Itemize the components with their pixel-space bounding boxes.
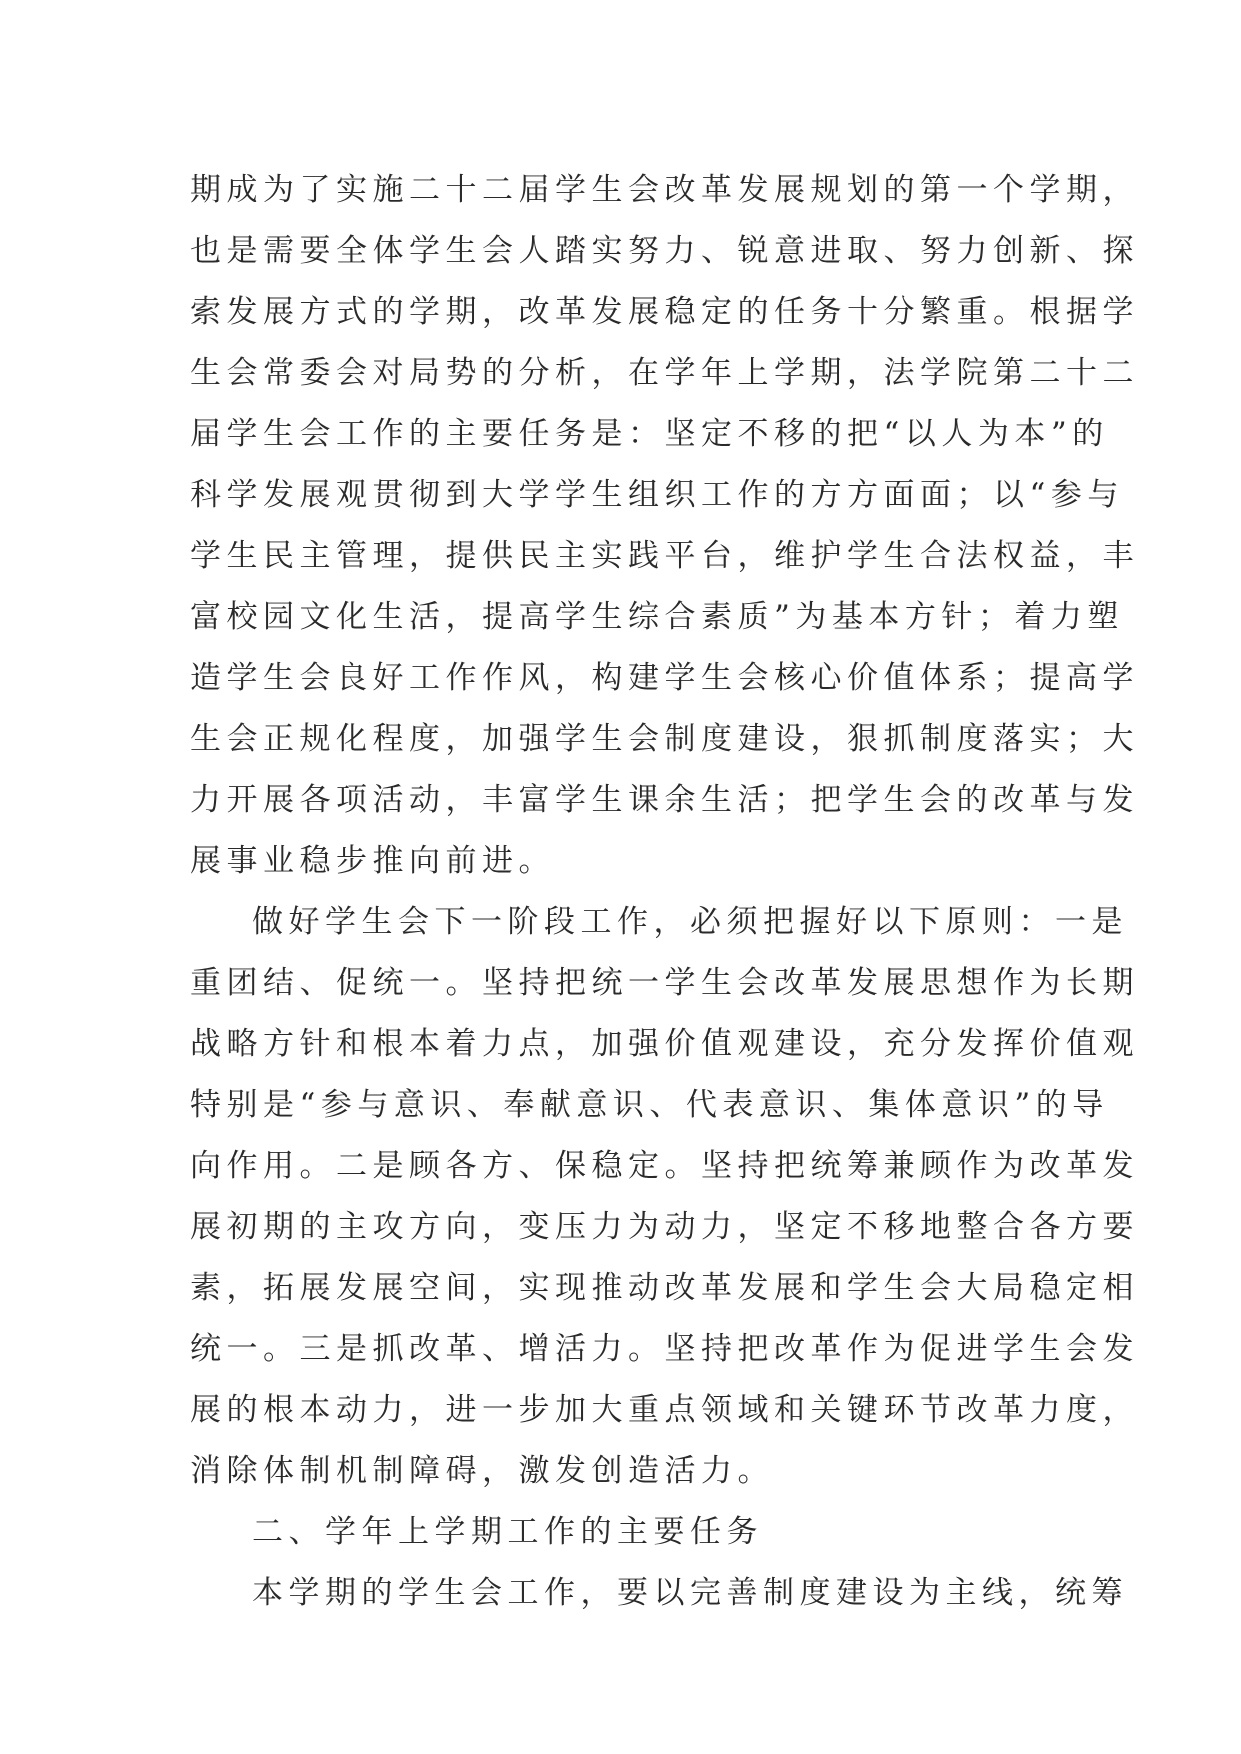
text-line: 学生民主管理，提供民主实践平台，维护学生合法权益，丰 (190, 538, 1139, 574)
text-line: 造学生会良好工作作风，构建学生会核心价值体系；提高学 (190, 660, 1139, 696)
paragraph-principles (190, 892, 1139, 1502)
paragraph-continuation (190, 160, 1139, 892)
text-line: 做好学生会下一阶段工作，必须把握好以下原则：一是 (252, 904, 1128, 940)
text-line: 生会常委会对局势的分析，在学年上学期，法学院第二十二 (190, 355, 1139, 391)
text-line: 特别是“参与意识、奉献意识、代表意识、集体意识”的导 (190, 1087, 1109, 1123)
document-body (190, 160, 1139, 1624)
text-line: 消除体制机制障碍，激发创造活力。 (190, 1453, 774, 1489)
text-line: 索发展方式的学期，改革发展稳定的任务十分繁重。根据学 (190, 294, 1139, 330)
text-line: 向作用。二是顾各方、保稳定。坚持把统筹兼顾作为改革发 (190, 1148, 1139, 1184)
text-line: 重团结、促统一。坚持把统一学生会改革发展思想作为长期 (190, 965, 1139, 1001)
text-line: 也是需要全体学生会人踏实努力、锐意进取、努力创新、探 (190, 233, 1139, 269)
text-line: 本学期的学生会工作，要以完善制度建设为主线，统筹 (252, 1575, 1128, 1611)
text-line: 科学发展观贯彻到大学学生组织工作的方方面面；以“参与 (190, 477, 1124, 513)
text-line: 期成为了实施二十二届学生会改革发展规划的第一个学期， (190, 172, 1139, 208)
text-line: 富校园文化生活，提高学生综合素质”为基本方针；着力塑 (190, 599, 1124, 635)
section-heading (190, 1502, 1050, 1563)
section-heading-text: 二、学年上学期工作的主要任务 (252, 1514, 763, 1550)
paragraph-main-tasks (190, 1563, 1128, 1624)
text-line: 统一。三是抓改革、增活力。坚持把改革作为促进学生会发 (190, 1331, 1139, 1367)
text-line: 届学生会工作的主要任务是：坚定不移的把“以人为本”的 (190, 416, 1109, 452)
text-line: 战略方针和根本着力点，加强价值观建设，充分发挥价值观 (190, 1026, 1139, 1062)
text-line: 素，拓展发展空间，实现推动改革发展和学生会大局稳定相 (190, 1270, 1139, 1306)
text-line: 展初期的主攻方向，变压力为动力，坚定不移地整合各方要 (190, 1209, 1139, 1245)
text-line: 展的根本动力，进一步加大重点领域和关键环节改革力度， (190, 1392, 1139, 1428)
text-line: 生会正规化程度，加强学生会制度建设，狠抓制度落实；大 (190, 721, 1139, 757)
text-line: 力开展各项活动，丰富学生课余生活；把学生会的改革与发 (190, 782, 1139, 818)
text-line: 展事业稳步推向前进。 (190, 843, 555, 879)
